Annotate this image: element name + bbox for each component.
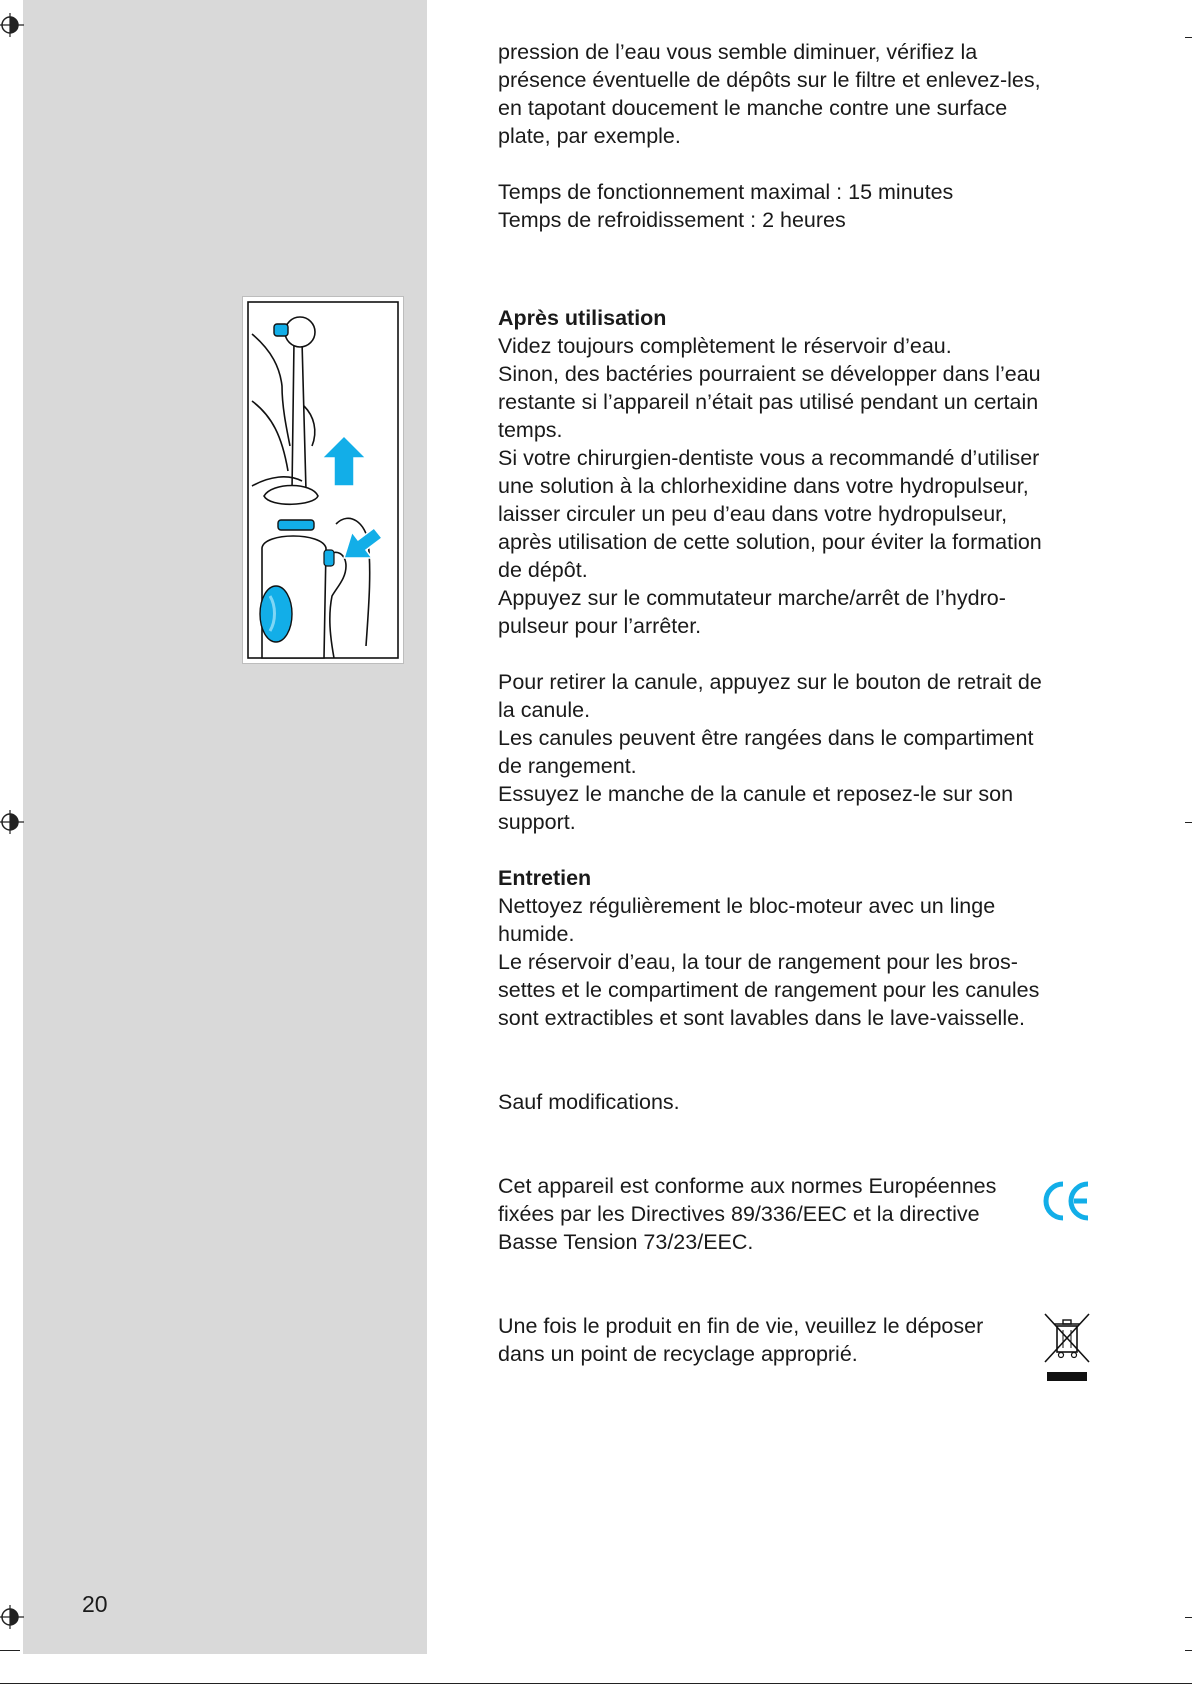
text-line: Temps de refroidissement : 2 heures xyxy=(498,208,846,232)
text-line: la canule. xyxy=(498,698,591,722)
text-line: Cet appareil est conforme aux normes Européennes xyxy=(498,1174,997,1198)
crop-mark xyxy=(1185,822,1192,823)
text-line: temps. xyxy=(498,418,563,442)
text-line: settes et le compartiment de rangement pour les canules xyxy=(498,978,1040,1002)
text-line: Si votre chirurgien-dentiste vous a recommandé d’utiliser xyxy=(498,446,1040,470)
text-line: pression de l’eau vous semble diminuer, vérifiez la xyxy=(498,40,978,64)
intro-paragraph xyxy=(498,38,1098,150)
text-line: laisser circuler un peu d’eau dans votre hydropulseur, xyxy=(498,502,1008,526)
registration-mark-icon xyxy=(0,810,24,834)
conformity-paragraph xyxy=(498,1172,1098,1256)
text-line: présence éventuelle de dépôts sur le filtre et enlevez-les, xyxy=(498,68,1041,92)
crop-mark xyxy=(0,1650,20,1651)
weee-bin-icon xyxy=(1043,1312,1093,1384)
text-line: Le réservoir d’eau, la tour de rangement pour les bros- xyxy=(498,950,1018,974)
text-line: après utilisation de cette solution, pour éviter la formation xyxy=(498,530,1042,554)
text-line: Pour retirer la canule, appuyez sur le bouton de retrait de xyxy=(498,670,1042,694)
ce-mark-icon xyxy=(1041,1176,1091,1226)
text-line: en tapotant doucement le manche contre une surface xyxy=(498,96,1008,120)
after-use-heading: Après utilisation xyxy=(498,306,667,330)
bottom-rule xyxy=(0,1683,1192,1684)
text-line: Appuyez sur le commutateur marche/arrêt de l’hydro- xyxy=(498,586,1006,610)
registration-mark-icon xyxy=(0,1605,24,1629)
crop-mark xyxy=(1185,1650,1192,1651)
maintenance-heading: Entretien xyxy=(498,866,592,890)
text-line: de rangement. xyxy=(498,754,637,778)
text-line: humide. xyxy=(498,922,575,946)
text-line: restante si l’appareil n’était pas utilisé pendant un certain xyxy=(498,390,1039,414)
after-use-paragraph xyxy=(498,332,1098,640)
timing-paragraph xyxy=(498,178,1098,234)
registration-mark-icon xyxy=(0,13,24,37)
text-line: fixées par les Directives 89/336/EEC et la directive xyxy=(498,1202,980,1226)
cannula-paragraph xyxy=(498,668,1098,836)
text-line: dans un point de recyclage approprié. xyxy=(498,1342,858,1366)
maintenance-paragraph xyxy=(498,892,1098,1032)
text-line: support. xyxy=(498,810,576,834)
toothbrush-illustration xyxy=(242,296,404,664)
text-line: de dépôt. xyxy=(498,558,588,582)
text-line: plate, par exemple. xyxy=(498,124,681,148)
page-number: 20 xyxy=(82,1591,108,1617)
crop-mark xyxy=(1185,1617,1192,1618)
text-line: Videz toujours complètement le réservoir d’eau. xyxy=(498,334,952,358)
crop-mark xyxy=(1185,37,1192,38)
text-line: Sinon, des bactéries pourraient se développer dans l’eau xyxy=(498,362,1041,386)
text-line: sont extractibles et sont lavables dans le lave-vaisselle. xyxy=(498,1006,1026,1030)
sidebar-column xyxy=(23,0,427,1654)
modifications-note: Sauf modifications. xyxy=(498,1090,680,1114)
text-line: Une fois le produit en fin de vie, veuillez le déposer xyxy=(498,1314,984,1338)
text-line: Essuyez le manche de la canule et reposez-le sur son xyxy=(498,782,1014,806)
text-line: Les canules peuvent être rangées dans le compartiment xyxy=(498,726,1034,750)
text-line: Nettoyez régulièrement le bloc-moteur avec un linge xyxy=(498,894,996,918)
text-line: une solution à la chlorhexidine dans votre hydropulseur, xyxy=(498,474,1029,498)
text-line: pulseur pour l’arrêter. xyxy=(498,614,702,638)
text-line: Temps de fonctionnement maximal : 15 minutes xyxy=(498,180,954,204)
disposal-paragraph xyxy=(498,1312,1098,1368)
main-content xyxy=(498,38,1098,1368)
text-line: Basse Tension 73/23/EEC. xyxy=(498,1230,754,1254)
